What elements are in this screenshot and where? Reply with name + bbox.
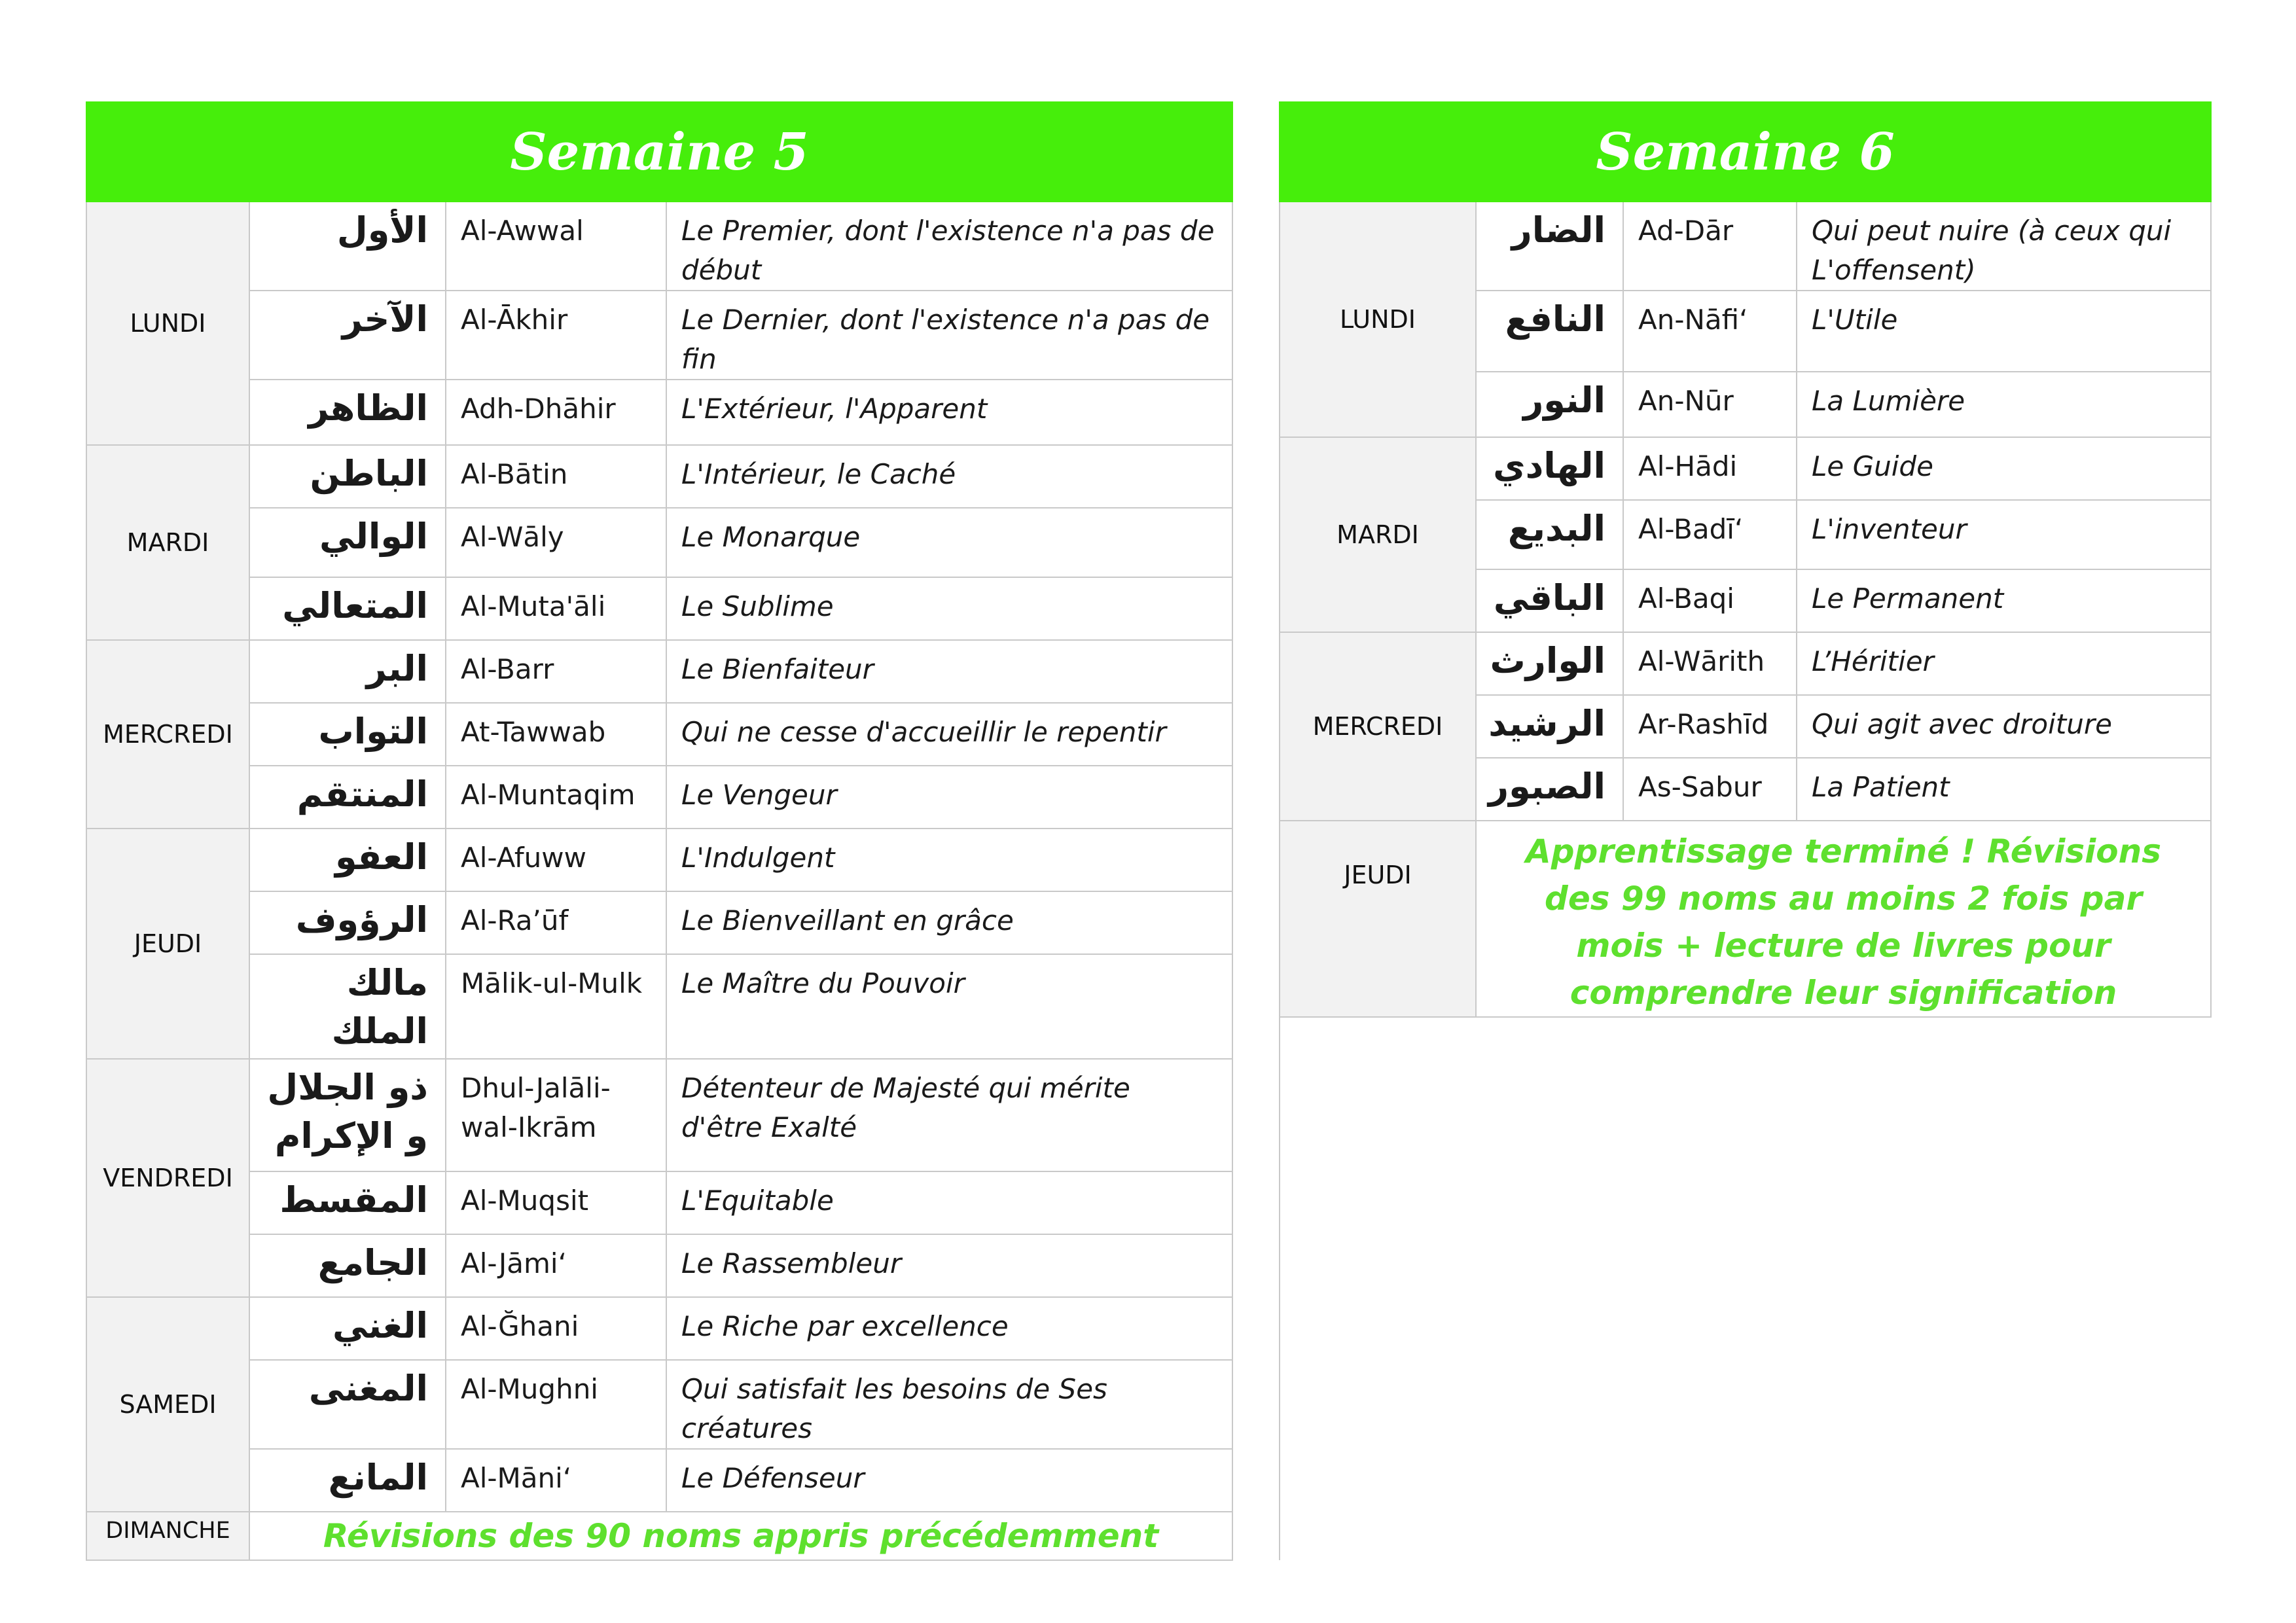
arabic-name: المنتقم — [249, 766, 446, 829]
transliteration: An-Nūr — [1623, 372, 1797, 437]
arabic-name: البر — [249, 640, 446, 703]
day-label: DIMANCHE — [86, 1512, 249, 1560]
table-row — [86, 1297, 1280, 1360]
table-row — [86, 445, 1280, 508]
transliteration: Dhul-Jalāli-wal-Ikrām — [446, 1059, 666, 1171]
table-row — [1280, 632, 2211, 695]
translation: Le Permanent — [1797, 569, 2211, 632]
transliteration: Al-Ākhir — [446, 291, 666, 380]
arabic-name: الرشيد — [1476, 695, 1623, 758]
translation: Le Défenseur — [666, 1449, 1232, 1512]
table-spacer — [1232, 202, 1280, 1560]
transliteration: Al-Ğhani — [446, 1297, 666, 1360]
table-row — [86, 1449, 1280, 1512]
transliteration: Al-Hādi — [1623, 437, 1797, 500]
table-row — [86, 1234, 1280, 1297]
translation: Le Bienveillant en grâce — [666, 891, 1232, 954]
table-row — [86, 640, 1280, 703]
arabic-name: الغني — [249, 1297, 446, 1360]
arabic-name: المانع — [249, 1449, 446, 1512]
week5-table — [86, 101, 1280, 1561]
table-row — [86, 703, 1280, 766]
arabic-name: ذو الجلال و الإكرام — [249, 1059, 446, 1171]
arabic-name: العفو — [249, 829, 446, 891]
transliteration: Ad-Dār — [1623, 202, 1797, 291]
day-label: VENDREDI — [86, 1059, 249, 1297]
translation: L'inventeur — [1797, 500, 2211, 569]
table-row — [86, 577, 1280, 640]
translation: L'Utile — [1797, 291, 2211, 372]
day-label: MERCREDI — [86, 640, 249, 829]
day-label: JEUDI — [1280, 821, 1476, 1017]
translation: L'Extérieur, l'Apparent — [666, 380, 1232, 445]
table-row — [86, 1360, 1280, 1449]
table-row — [86, 766, 1280, 829]
translation: Le Maître du Pouvoir — [666, 954, 1232, 1059]
arabic-name: الأول — [249, 202, 446, 291]
arabic-name: النور — [1476, 372, 1623, 437]
arabic-name: الصبور — [1476, 758, 1623, 821]
translation: La Patient — [1797, 758, 2211, 821]
translation: L’Héritier — [1797, 632, 2211, 695]
translation: Le Dernier, dont l'existence n'a pas de fin — [666, 291, 1232, 380]
revision-note: Révisions des 90 noms appris précédemment — [249, 1512, 1232, 1560]
table-row — [86, 954, 1280, 1059]
translation: Le Premier, dont l'existence n'a pas de début — [666, 202, 1232, 291]
arabic-name: الهادي — [1476, 437, 1623, 500]
day-label: MARDI — [86, 445, 249, 640]
translation: Détenteur de Majesté qui mérite d'être Exalté — [666, 1059, 1232, 1171]
arabic-name: الظاهر — [249, 380, 446, 445]
table-row — [86, 1059, 1280, 1171]
transliteration: Al-Jāmi‘ — [446, 1234, 666, 1297]
translation: Le Monarque — [666, 508, 1232, 577]
table-row — [86, 202, 1280, 291]
transliteration: Al-Badī‘ — [1623, 500, 1797, 569]
translation: L'Intérieur, le Caché — [666, 445, 1232, 508]
transliteration: Al-Wārith — [1623, 632, 1797, 695]
week6-header-row — [1280, 102, 2211, 202]
translation: Le Sublime — [666, 577, 1232, 640]
arabic-name: المقسط — [249, 1171, 446, 1234]
day-label: JEUDI — [86, 829, 249, 1059]
translation: L'Indulgent — [666, 829, 1232, 891]
completion-note: Apprentissage terminé ! Révisions des 99 noms au moins 2 fois par mois + lecture de livres pour comprendre leur signification — [1476, 821, 2211, 1017]
arabic-name: الباقي — [1476, 569, 1623, 632]
translation: Qui agit avec droiture — [1797, 695, 2211, 758]
table-row — [86, 829, 1280, 891]
table-row — [86, 508, 1280, 577]
transliteration: Al-Barr — [446, 640, 666, 703]
arabic-name: النافع — [1476, 291, 1623, 372]
week5-header-row — [86, 102, 1280, 202]
arabic-name: المتعالي — [249, 577, 446, 640]
transliteration: Al-Muta'āli — [446, 577, 666, 640]
arabic-name: الرؤوف — [249, 891, 446, 954]
transliteration: Al-Muntaqim — [446, 766, 666, 829]
day-label: LUNDI — [1280, 202, 1476, 437]
arabic-name: البديع — [1476, 500, 1623, 569]
transliteration: Al-Māni‘ — [446, 1449, 666, 1512]
transliteration: At-Tawwab — [446, 703, 666, 766]
transliteration: Al-Mughni — [446, 1360, 666, 1449]
table-row — [1280, 202, 2211, 291]
transliteration: An-Nāfi‘ — [1623, 291, 1797, 372]
week5-title: Semaine 5 — [86, 102, 1232, 202]
table-row — [86, 380, 1280, 445]
week6-title: Semaine 6 — [1280, 102, 2211, 202]
table-row — [86, 891, 1280, 954]
day-label: SAMEDI — [86, 1297, 249, 1512]
arabic-name: الآخر — [249, 291, 446, 380]
transliteration: Ar-Rashīd — [1623, 695, 1797, 758]
translation: Le Riche par excellence — [666, 1297, 1232, 1360]
translation: Qui peut nuire (à ceux qui L'offensent) — [1797, 202, 2211, 291]
arabic-name: الوالي — [249, 508, 446, 577]
transliteration: Al-Wāly — [446, 508, 666, 577]
arabic-name: المغنى — [249, 1360, 446, 1449]
transliteration: Al-Bātin — [446, 445, 666, 508]
transliteration: As-Sabur — [1623, 758, 1797, 821]
table-spacer — [1232, 102, 1280, 202]
table-row — [1280, 821, 2211, 1017]
arabic-name: الوارث — [1476, 632, 1623, 695]
transliteration: Al-Afuww — [446, 829, 666, 891]
transliteration: Al-Awwal — [446, 202, 666, 291]
table-row — [86, 291, 1280, 380]
transliteration: Al-Baqi — [1623, 569, 1797, 632]
translation: La Lumière — [1797, 372, 2211, 437]
translation: Le Vengeur — [666, 766, 1232, 829]
table-row — [1280, 437, 2211, 500]
day-label: MERCREDI — [1280, 632, 1476, 821]
week6-table — [1279, 101, 2212, 1018]
translation: Qui ne cesse d'accueillir le repentir — [666, 703, 1232, 766]
transliteration: Mālik-ul-Mulk — [446, 954, 666, 1059]
translation: L'Equitable — [666, 1171, 1232, 1234]
arabic-name: الضار — [1476, 202, 1623, 291]
table-row — [86, 1512, 1280, 1560]
arabic-name: الباطن — [249, 445, 446, 508]
arabic-name: مالك الملك — [249, 954, 446, 1059]
table-row — [86, 1171, 1280, 1234]
arabic-name: التواب — [249, 703, 446, 766]
translation: Le Guide — [1797, 437, 2211, 500]
translation: Le Bienfaiteur — [666, 640, 1232, 703]
day-label: LUNDI — [86, 202, 249, 445]
translation: Le Rassembleur — [666, 1234, 1232, 1297]
transliteration: Adh-Dhāhir — [446, 380, 666, 445]
arabic-name: الجامع — [249, 1234, 446, 1297]
day-label: MARDI — [1280, 437, 1476, 632]
translation: Qui satisfait les besoins de Ses créatures — [666, 1360, 1232, 1449]
transliteration: Al-Muqsit — [446, 1171, 666, 1234]
transliteration: Al-Ra’ūf — [446, 891, 666, 954]
